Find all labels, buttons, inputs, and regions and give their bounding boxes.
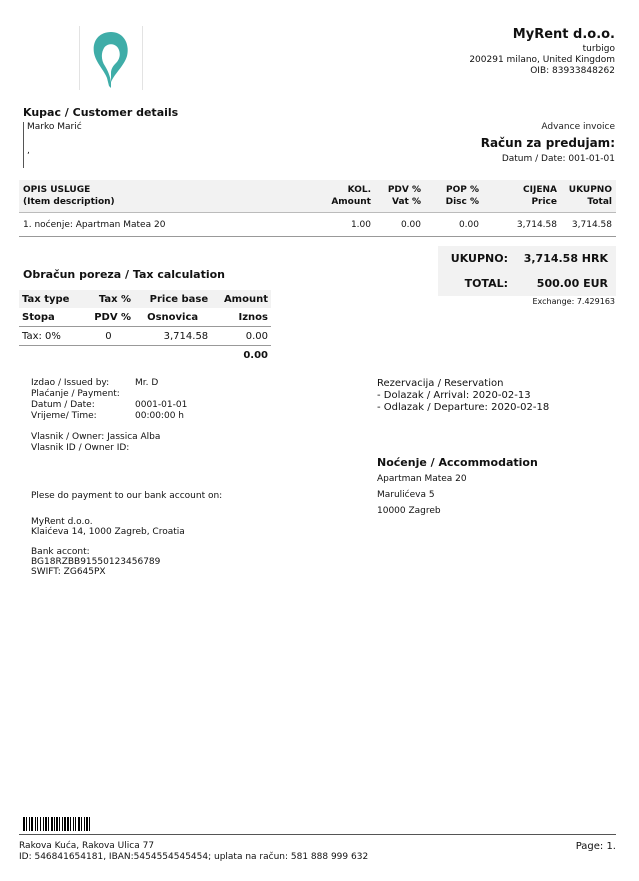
accommodation-city: 10000 Zagreb	[377, 506, 441, 516]
col-discount-hr: POP %	[446, 185, 479, 195]
tax-col-base-hr: Osnovica	[134, 308, 211, 327]
company-address-line2: 200291 milano, United Kingdom	[469, 55, 615, 65]
col-total-en: Total	[587, 197, 612, 207]
col-price-hr: CIJENA	[523, 185, 557, 195]
accommodation-info	[377, 456, 538, 517]
page-number: Page: 1.	[575, 841, 616, 852]
payment-address: Klaićeva 14, 1000 Zagreb, Croatia	[31, 527, 185, 537]
tax-calculation-title: Obračun poreza / Tax calculation	[23, 268, 226, 281]
barcode	[23, 817, 121, 831]
invoice-title: Račun za predujam:	[480, 136, 615, 150]
payment-company: MyRent d.o.o.	[31, 517, 93, 527]
issued-by: Mr. D	[135, 378, 159, 388]
items-table	[19, 180, 616, 237]
tax-table	[19, 290, 271, 364]
page-footer	[19, 834, 616, 863]
company-info	[469, 27, 615, 77]
owner-id: Vlasnik ID / Owner ID:	[31, 443, 130, 453]
tax-amount: 0.00	[245, 330, 268, 342]
tax-col-type-hr: Stopa	[19, 308, 83, 327]
accommodation-title: Noćenje / Accommodation	[377, 456, 538, 469]
col-quantity	[317, 180, 375, 213]
col-total	[561, 180, 616, 213]
invoice-type: Advance invoice	[541, 122, 615, 132]
location-pin-logo-icon	[80, 26, 142, 90]
company-address-line1: turbigo	[582, 44, 615, 54]
tax-type: Tax: 0%	[22, 330, 61, 342]
reservation-arrival: - Dolazak / Arrival: 2020-02-13	[377, 390, 531, 401]
total-eur-label: TOTAL:	[464, 277, 508, 290]
tax-col-base: Price base	[134, 290, 211, 308]
customer-box	[23, 122, 147, 168]
col-quantity-en: Amount	[331, 197, 371, 207]
col-description	[19, 180, 317, 213]
col-vat-hr: PDV %	[387, 185, 421, 195]
tax-total: 0.00	[243, 349, 268, 361]
company-oib: OIB: 83933848262	[530, 66, 615, 76]
col-description-hr: OPIS USLUGE	[23, 185, 91, 195]
table-row	[19, 213, 616, 237]
total-hrk-label: UKUPNO:	[450, 252, 508, 265]
item-quantity: 1.00	[317, 213, 375, 237]
col-total-hr: UKUPNO	[568, 185, 612, 195]
tax-col-pct: Tax %	[83, 290, 134, 308]
payment-info	[31, 491, 222, 577]
total-hrk-value: 3,714.58 HRK	[523, 252, 608, 265]
col-price	[483, 180, 561, 213]
tax-pct: 0	[105, 330, 112, 342]
issue-date-label: Datum / Date:	[31, 400, 95, 410]
tax-header-row-hr	[19, 308, 271, 327]
col-discount	[425, 180, 483, 213]
total-eur-row	[438, 271, 616, 296]
col-quantity-hr: KOL.	[347, 185, 371, 195]
invoice-header	[481, 122, 615, 164]
col-description-en: (Item description)	[23, 197, 115, 207]
tax-base: 3,714.58	[163, 330, 209, 342]
reservation-title: Rezervacija / Reservation	[377, 378, 504, 389]
invoice-date: Datum / Date: 001-01-01	[501, 154, 615, 164]
items-header-row	[19, 180, 616, 213]
total-hrk-row	[438, 246, 616, 271]
accommodation-street: Marulićeva 5	[377, 490, 435, 500]
tax-col-amount: Amount	[211, 290, 271, 308]
customer-name: Marko Marić	[27, 122, 82, 132]
tax-col-amount-hr: Iznos	[211, 308, 271, 327]
col-vat	[375, 180, 425, 213]
col-discount-en: Disc %	[445, 197, 479, 207]
reservation-departure: - Odlazak / Departure: 2020-02-18	[377, 402, 550, 413]
table-row	[19, 327, 271, 346]
company-name: MyRent d.o.o.	[512, 27, 615, 42]
logo-frame	[79, 26, 143, 90]
issued-by-label: Izdao / Issued by:	[31, 378, 110, 388]
owner: Vlasnik / Owner: Jassica Alba	[31, 432, 161, 442]
customer-details	[23, 106, 178, 168]
issue-time-label: Vrijeme/ Time:	[31, 411, 97, 421]
total-eur-value: 500.00 EUR	[536, 277, 608, 290]
issue-date: 0001-01-01	[135, 400, 188, 410]
bank-account-label: Bank accont:	[31, 547, 90, 557]
item-vat: 0.00	[375, 213, 425, 237]
reservation-info	[377, 378, 549, 414]
item-total: 3,714.58	[561, 213, 616, 237]
payment-note: Plese do payment to our bank account on:	[31, 491, 223, 501]
item-price: 3,714.58	[483, 213, 561, 237]
customer-title: Kupac / Customer details	[23, 106, 179, 119]
exchange-rate: Exchange: 7.429163	[532, 297, 615, 306]
tax-col-pct-hr: PDV %	[83, 308, 134, 327]
item-description: 1. noćenje: Apartman Matea 20	[19, 213, 317, 237]
totals-box	[438, 246, 616, 296]
col-vat-en: Vat %	[392, 197, 421, 207]
issued-info	[31, 378, 187, 454]
tax-total-row	[19, 346, 271, 365]
bank-swift: SWIFT: ZG645PX	[31, 567, 106, 577]
payment-label: Plaćanje / Payment:	[31, 389, 120, 399]
tax-header-row	[19, 290, 271, 308]
bank-iban: BG18RZBB91550123456789	[31, 557, 161, 567]
customer-extra: ,	[27, 146, 30, 156]
footer-address: Rakova Kuća, Rakova Ulica 77	[19, 841, 155, 851]
col-price-en: Price	[531, 197, 557, 207]
issue-time: 00:00:00 h	[135, 411, 184, 421]
item-discount: 0.00	[425, 213, 483, 237]
tax-col-type: Tax type	[19, 290, 83, 308]
footer-ids: ID: 546841654181, IBAN:5454554545454; uplata na račun: 581 888 999 632	[19, 852, 369, 862]
accommodation-name: Apartman Matea 20	[377, 474, 467, 484]
